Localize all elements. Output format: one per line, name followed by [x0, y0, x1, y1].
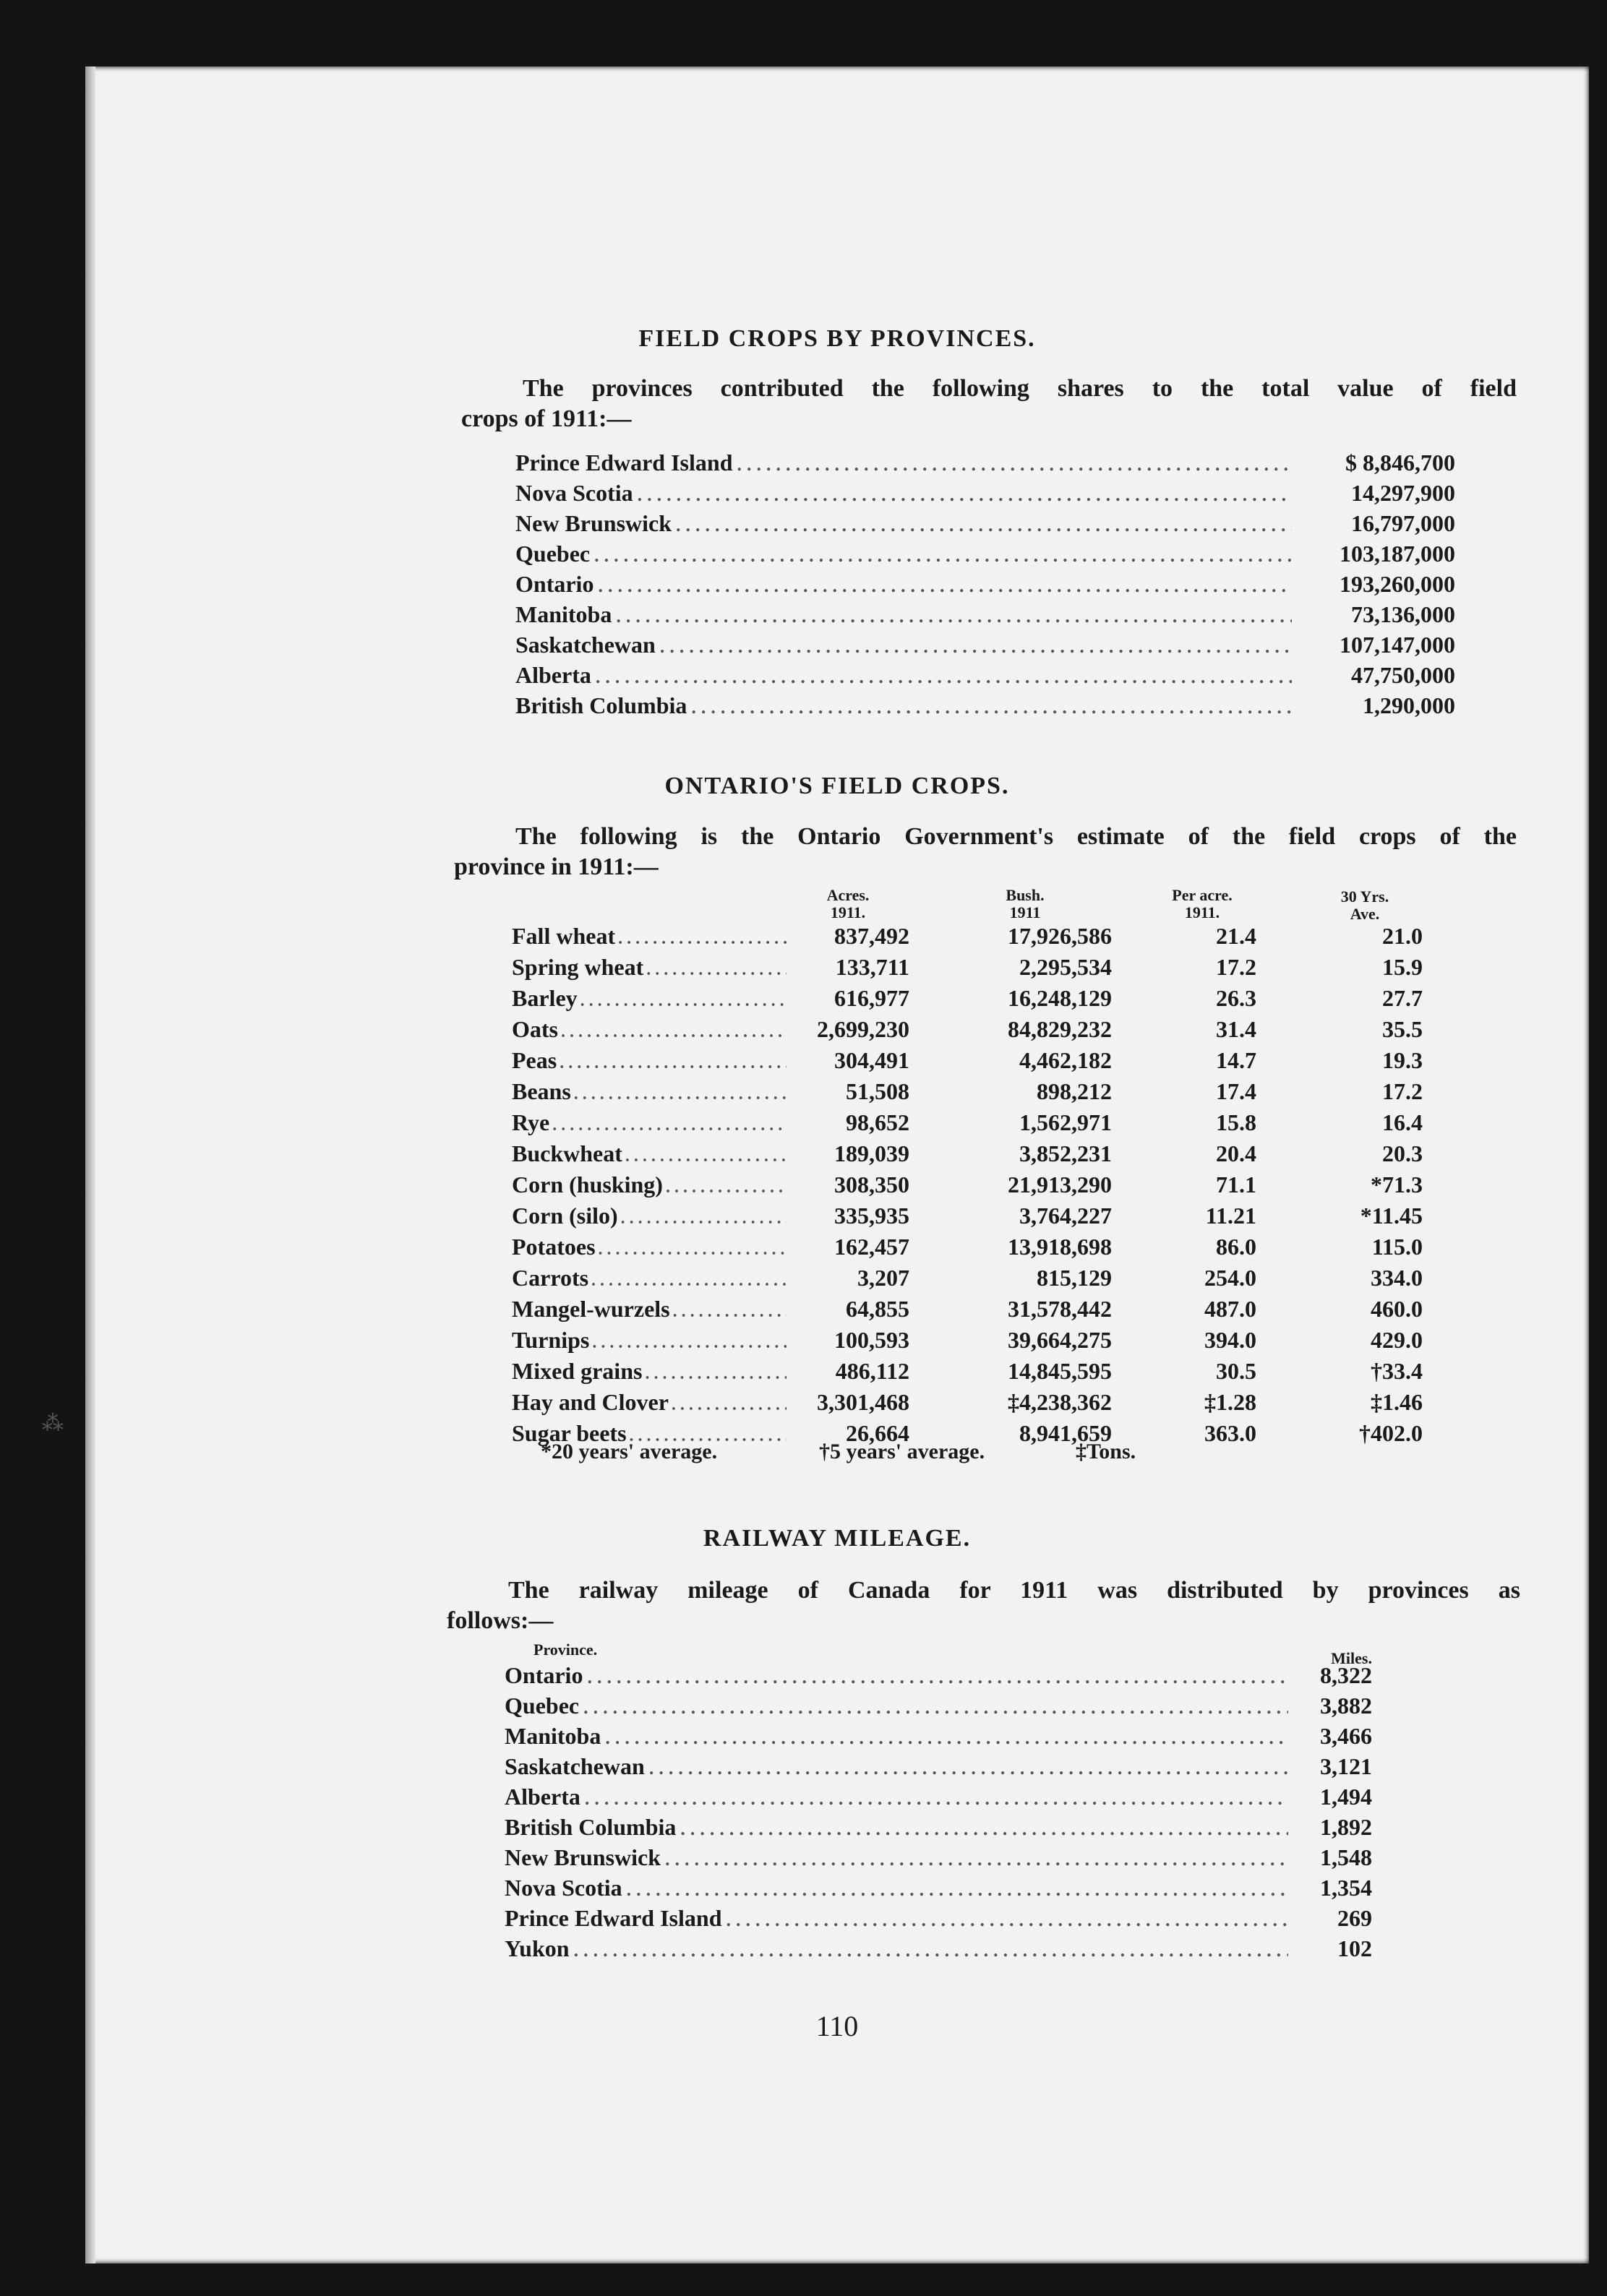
railway-title: RAILWAY MILEAGE.	[703, 1525, 972, 1552]
crop-avg: 15.9	[1382, 954, 1423, 980]
col-per-acre-l1: Per acre.	[1172, 886, 1233, 904]
crop-name: Beans	[512, 1078, 571, 1104]
col-acres-l1: Acres.	[826, 886, 870, 904]
crop-acres: 486,112	[835, 1358, 909, 1384]
crop-name: Corn (silo)	[512, 1203, 618, 1229]
railway-province-name: Yukon	[505, 1935, 570, 1961]
crop-per-acre: 30.5	[1216, 1358, 1256, 1384]
railway-province-name: Manitoba	[505, 1723, 601, 1749]
province-value: 73,136,000	[1351, 601, 1455, 627]
crop-avg: 27.7	[1382, 985, 1423, 1011]
scanned-page	[42, 66, 1589, 2263]
crop-bushels: 16,248,129	[1008, 985, 1112, 1011]
railway-row	[505, 1814, 1372, 1843]
railway-province-header: Province.	[533, 1641, 598, 1659]
crop-acres: 304,491	[834, 1047, 909, 1073]
leader-dots	[666, 1178, 787, 1198]
crop-name: Mangel-wurzels	[512, 1296, 670, 1322]
leader-dots	[676, 515, 1292, 536]
railway-province-name: New Brunswick	[505, 1844, 661, 1870]
crop-name-cell	[512, 1203, 787, 1229]
railway-province-name: British Columbia	[505, 1814, 677, 1840]
crop-row	[512, 1296, 1459, 1327]
leader-dots	[621, 1209, 787, 1229]
crop-avg: 115.0	[1371, 1234, 1423, 1260]
leader-dots	[574, 1940, 1288, 1961]
ontario-title: ONTARIO'S FIELD CROPS.	[664, 773, 1010, 799]
leader-dots	[627, 1879, 1288, 1901]
crop-row	[512, 954, 1459, 985]
railway-row	[505, 1905, 1372, 1934]
crop-per-acre: 26.3	[1216, 985, 1256, 1011]
railway-row	[505, 1662, 1372, 1691]
railway-intro-line1: The railway mileage of Canada for 1911 was distributed by provinces as	[508, 1577, 1520, 1604]
col-avg-l2: Ave.	[1350, 905, 1380, 923]
railway-miles: 1,494	[1320, 1784, 1372, 1810]
footnote-tons: ‡Tons.	[1076, 1440, 1136, 1463]
page-number: 110	[815, 2010, 859, 2042]
province-value-row	[515, 450, 1455, 478]
crop-bushels: 8,941,659	[1019, 1420, 1112, 1446]
railway-intro-line2: follows:—	[447, 1607, 554, 1634]
province-name: British Columbia	[515, 692, 687, 718]
province-value: 16,797,000	[1351, 510, 1455, 536]
leader-dots	[598, 575, 1292, 597]
province-name: Prince Edward Island	[515, 450, 733, 476]
crop-avg: 460.0	[1371, 1296, 1423, 1322]
col-avg-l1: 30 Yrs.	[1340, 887, 1389, 906]
crop-acres: 162,457	[834, 1234, 909, 1260]
province-value-row	[515, 541, 1455, 569]
crop-bushels: 2,295,534	[1019, 954, 1112, 980]
railway-province-name: Prince Edward Island	[505, 1905, 722, 1931]
crop-name-cell	[512, 1234, 787, 1260]
province-name: Quebec	[515, 541, 591, 567]
crop-avg: †402.0	[1359, 1420, 1423, 1446]
crop-acres: 133,711	[835, 954, 909, 980]
leader-dots	[645, 1364, 787, 1384]
railway-row	[505, 1844, 1372, 1873]
crop-per-acre: ‡1.28	[1204, 1389, 1256, 1415]
leader-dots	[646, 960, 787, 980]
crop-bushels: 1,562,971	[1019, 1109, 1112, 1135]
crop-name-cell	[512, 985, 787, 1012]
leader-dots	[691, 697, 1292, 718]
crop-row	[512, 1171, 1459, 1203]
crop-name: Carrots	[512, 1265, 589, 1291]
leader-dots	[737, 454, 1292, 476]
province-value: $ 8,846,700	[1345, 450, 1455, 476]
col-bush-l1: Bush.	[1006, 886, 1045, 904]
crop-per-acre: 86.0	[1216, 1234, 1256, 1260]
crop-row	[512, 923, 1459, 954]
crop-name: Sugar beets	[512, 1420, 627, 1446]
leader-dots	[561, 1023, 787, 1042]
crop-avg: ‡1.46	[1371, 1389, 1423, 1415]
province-name: Ontario	[515, 571, 594, 597]
leader-dots	[585, 1788, 1288, 1810]
railway-miles: 102	[1337, 1935, 1372, 1961]
railway-miles: 1,892	[1320, 1814, 1372, 1840]
leader-dots	[560, 1054, 787, 1073]
crop-name-cell	[512, 1109, 787, 1136]
crop-avg: *71.3	[1371, 1171, 1423, 1198]
crop-avg: 19.3	[1382, 1047, 1423, 1073]
province-value: 14,297,900	[1351, 480, 1455, 506]
railway-row	[505, 1723, 1372, 1752]
crop-avg: 35.5	[1382, 1016, 1423, 1042]
crop-per-acre: 11.21	[1205, 1203, 1256, 1229]
crop-bushels: 17,926,586	[1008, 923, 1112, 949]
col-bush-header	[953, 887, 1097, 921]
province-value-row	[515, 692, 1455, 721]
crop-row	[512, 1327, 1459, 1358]
crop-row	[512, 1109, 1459, 1140]
leader-dots	[583, 1697, 1288, 1719]
crop-acres: 308,350	[834, 1171, 909, 1198]
crop-per-acre: 487.0	[1204, 1296, 1256, 1322]
crop-acres: 2,699,230	[817, 1016, 909, 1042]
railway-miles: 3,466	[1320, 1723, 1372, 1749]
leader-dots	[649, 1758, 1288, 1779]
crop-acres: 98,652	[846, 1109, 909, 1135]
field-crops-intro	[461, 374, 1517, 434]
railway-row	[505, 1875, 1372, 1904]
crop-per-acre: 31.4	[1216, 1016, 1256, 1042]
ontario-intro-line2: province in 1911:—	[454, 854, 659, 880]
crop-per-acre: 71.1	[1216, 1171, 1256, 1198]
crop-name-cell	[512, 1389, 787, 1416]
railway-miles: 8,322	[1320, 1662, 1372, 1688]
ontario-intro	[454, 822, 1517, 882]
railway-miles: 1,354	[1320, 1875, 1372, 1901]
railway-row	[505, 1784, 1372, 1813]
leader-dots	[605, 1727, 1288, 1749]
crop-avg: †33.4	[1371, 1358, 1423, 1384]
crop-avg: 17.2	[1382, 1078, 1423, 1104]
crop-row	[512, 1078, 1459, 1109]
railway-province-name: Saskatchewan	[505, 1753, 645, 1779]
crop-name-cell	[512, 1078, 787, 1105]
crop-bushels: 39,664,275	[1008, 1327, 1112, 1353]
province-value: 193,260,000	[1340, 571, 1455, 597]
province-value: 47,750,000	[1351, 662, 1455, 688]
crop-avg: 334.0	[1371, 1265, 1423, 1291]
leader-dots	[616, 606, 1292, 627]
crop-acres: 51,508	[846, 1078, 909, 1104]
crop-bushels: 21,913,290	[1008, 1171, 1112, 1198]
footnote-5-years: †5 years' average.	[819, 1440, 985, 1463]
crop-bushels: 84,829,232	[1008, 1016, 1112, 1042]
crop-name-cell	[512, 1265, 787, 1291]
crop-row	[512, 985, 1459, 1016]
province-value: 103,187,000	[1340, 541, 1455, 567]
crop-per-acre: 14.7	[1216, 1047, 1256, 1073]
leader-dots	[592, 1333, 787, 1353]
crop-name-cell	[512, 954, 787, 981]
leader-dots	[599, 1240, 787, 1260]
railway-miles: 3,121	[1320, 1753, 1372, 1779]
crop-bushels: 31,578,442	[1008, 1296, 1112, 1322]
crop-acres: 3,207	[857, 1265, 909, 1291]
leader-dots	[594, 545, 1292, 567]
crop-avg: 16.4	[1382, 1109, 1423, 1135]
crop-name: Corn (husking)	[512, 1171, 663, 1198]
ontario-intro-line1: The following is the Ontario Government's estimate of the field crops of the	[515, 823, 1517, 850]
leader-dots	[638, 484, 1292, 506]
crop-acres: 100,593	[834, 1327, 909, 1353]
crop-name: Potatoes	[512, 1234, 596, 1260]
leader-dots	[580, 992, 787, 1011]
col-per-acre-l2: 1911.	[1184, 903, 1220, 921]
crop-name-cell	[512, 1296, 787, 1323]
province-name: Manitoba	[515, 601, 612, 627]
crop-acres: 335,935	[834, 1203, 909, 1229]
col-acres-l2: 1911.	[830, 903, 866, 921]
leader-dots	[618, 929, 787, 949]
leader-dots	[587, 1667, 1288, 1688]
col-per-acre-header	[1141, 887, 1264, 921]
field-crops-title: FIELD CROPS BY PROVINCES.	[638, 325, 1036, 352]
railway-miles: 3,882	[1320, 1693, 1372, 1719]
railway-row	[505, 1935, 1372, 1964]
crop-name: Mixed grains	[512, 1358, 643, 1384]
crop-per-acre: 20.4	[1216, 1140, 1256, 1166]
crop-row	[512, 1358, 1459, 1389]
leader-dots	[625, 1147, 787, 1166]
province-value: 1,290,000	[1363, 692, 1455, 718]
leader-dots	[660, 636, 1292, 658]
leader-dots	[726, 1909, 1288, 1931]
crop-acres: 64,855	[846, 1296, 909, 1322]
crop-name: Fall wheat	[512, 923, 616, 949]
crop-name: Peas	[512, 1047, 557, 1073]
crop-row	[512, 1016, 1459, 1047]
crop-bushels: 898,212	[1037, 1078, 1112, 1104]
crop-name: Spring wheat	[512, 954, 644, 980]
crop-avg: 429.0	[1371, 1327, 1423, 1353]
crop-acres: 189,039	[834, 1140, 909, 1166]
crop-bushels: 3,852,231	[1019, 1140, 1112, 1166]
province-value-row	[515, 571, 1455, 600]
crop-row	[512, 1234, 1459, 1265]
leader-dots	[596, 666, 1292, 688]
province-value: 107,147,000	[1340, 632, 1455, 658]
crop-row	[512, 1140, 1459, 1171]
province-value-row	[515, 632, 1455, 661]
railway-miles: 269	[1337, 1905, 1372, 1931]
railway-province-name: Nova Scotia	[505, 1875, 622, 1901]
crop-bushels: 815,129	[1037, 1265, 1112, 1291]
crop-acres: 3,301,468	[817, 1389, 909, 1415]
scan-speck: ⁂	[42, 1411, 64, 1435]
railway-province-name: Ontario	[505, 1662, 583, 1688]
col-acres-header	[787, 887, 909, 921]
crop-name: Turnips	[512, 1327, 590, 1353]
railway-province-name: Quebec	[505, 1693, 580, 1719]
province-value-row	[515, 601, 1455, 630]
crop-per-acre: 15.8	[1216, 1109, 1256, 1135]
crop-name: Barley	[512, 985, 578, 1011]
province-name: Nova Scotia	[515, 480, 633, 506]
crop-name: Hay and Clover	[512, 1389, 669, 1415]
crop-per-acre: 21.4	[1216, 923, 1256, 949]
col-bush-l2: 1911	[1009, 903, 1041, 921]
footnote-20-years: *20 years' average.	[541, 1440, 718, 1463]
crop-name: Oats	[512, 1016, 558, 1042]
crop-acres: 837,492	[834, 923, 909, 949]
leader-dots	[680, 1818, 1288, 1840]
crop-row	[512, 1047, 1459, 1078]
crop-bushels: 3,764,227	[1019, 1203, 1112, 1229]
crop-per-acre: 17.2	[1216, 954, 1256, 980]
leader-dots	[591, 1271, 787, 1291]
crop-per-acre: 363.0	[1204, 1420, 1256, 1446]
crop-name-cell	[512, 1016, 787, 1043]
crop-name-cell	[512, 923, 787, 950]
crop-name: Buckwheat	[512, 1140, 622, 1166]
railway-miles: 1,548	[1320, 1844, 1372, 1870]
crop-avg: 21.0	[1382, 923, 1423, 949]
crop-name-cell	[512, 1358, 787, 1385]
crop-per-acre: 394.0	[1204, 1327, 1256, 1353]
crop-avg: *11.45	[1360, 1203, 1423, 1229]
province-value-row	[515, 510, 1455, 539]
crop-acres: 616,977	[834, 985, 909, 1011]
leader-dots	[574, 1085, 787, 1104]
crop-per-acre: 254.0	[1204, 1265, 1256, 1291]
province-name: Saskatchewan	[515, 632, 656, 658]
crop-row	[512, 1203, 1459, 1234]
province-value-row	[515, 662, 1455, 691]
col-avg-header	[1307, 888, 1423, 923]
crop-bushels: 14,845,595	[1008, 1358, 1112, 1384]
crop-avg: 20.3	[1382, 1140, 1423, 1166]
railway-miles-header: Miles.	[1331, 1649, 1372, 1667]
province-name: Alberta	[515, 662, 591, 688]
crop-per-acre: 17.4	[1216, 1078, 1256, 1104]
leader-dots	[673, 1302, 787, 1322]
crop-row	[512, 1389, 1459, 1420]
province-value-row	[515, 480, 1455, 509]
crop-name: Rye	[512, 1109, 550, 1135]
crop-name-cell	[512, 1047, 787, 1074]
crop-name-cell	[512, 1140, 787, 1167]
crop-bushels: ‡4,238,362	[1008, 1389, 1112, 1415]
railway-intro	[447, 1575, 1520, 1636]
field-crops-intro-line2: crops of 1911:—	[461, 405, 632, 432]
province-name: New Brunswick	[515, 510, 672, 536]
leader-dots	[665, 1849, 1288, 1870]
leader-dots	[672, 1396, 787, 1415]
crop-acres: 26,664	[846, 1420, 909, 1446]
field-crops-intro-line1: The provinces contributed the following shares to the total value of field	[523, 375, 1517, 402]
railway-row	[505, 1693, 1372, 1721]
crop-name-cell	[512, 1327, 787, 1354]
leader-dots	[552, 1116, 787, 1135]
railway-row	[505, 1753, 1372, 1782]
crop-name-cell	[512, 1171, 787, 1198]
crop-bushels: 4,462,182	[1019, 1047, 1112, 1073]
railway-province-name: Alberta	[505, 1784, 580, 1810]
crop-bushels: 13,918,698	[1008, 1234, 1112, 1260]
crop-row	[512, 1265, 1459, 1296]
